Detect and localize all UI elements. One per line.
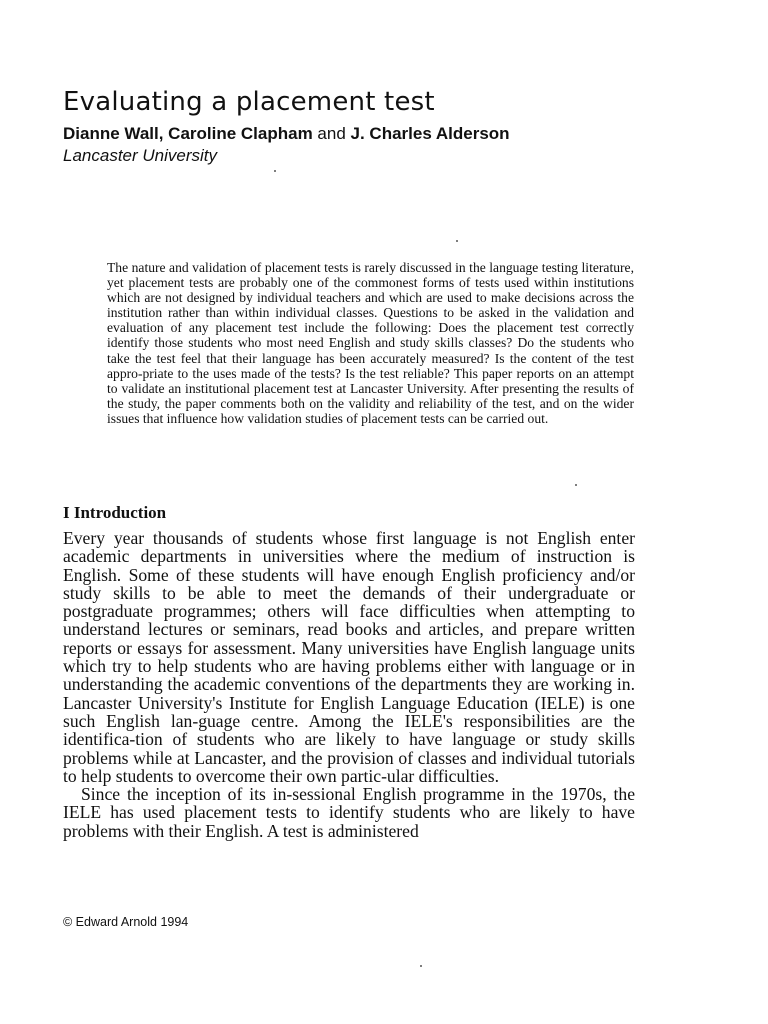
authors-first: Dianne Wall, Caroline Clapham (63, 124, 313, 143)
scan-speck (420, 965, 422, 967)
article-authors (63, 123, 510, 145)
authors-conjunction: and (312, 124, 351, 143)
article-title: Evaluating a placement test (63, 87, 435, 117)
scan-speck (575, 484, 577, 486)
copyright-notice: © Edward Arnold 1994 (63, 915, 189, 929)
introduction-paragraph-2: Since the inception of its in-sessional English programme in the 1970s, the IELE has used placement tests to identify students who are likely to have problems with their English. A test is administered (63, 784, 635, 841)
authors-last: J. Charles Alderson (350, 124, 510, 143)
scan-speck (274, 170, 276, 172)
author-affiliation: Lancaster University (63, 146, 218, 165)
abstract: The nature and validation of placement tests is rarely discussed in the language testing literature, yet placement tests are probably one of the commonest forms of tests used within institutions which are not designed by individual teachers and which are used to make decisions across the institution rather than within individual classes. Questions to be asked in the validation and evaluation of any placement test include the following: Does the placement test correctly identify those students who most need English and study skills classes? Do the students who take the test feel that their language has been accurately measured? Is the content of the test appro-priate to the uses made of the tests? Is the test reliable? This paper reports on an attempt to validate an institutional placement test at Lancaster University. After presenting the results of the study, the paper comments both on the validity and reliability of the test, and on the wider issues that influence how validation studies of placement tests can be carried out. (107, 260, 634, 426)
introduction-paragraph-1: Every year thousands of students whose first language is not English enter academic departments in universities where the medium of instruction is English. Some of these students will have enough English proficiency and/or study skills to be able to meet the demands of their undergraduate or postgraduate programmes; others will face difficulties when attempting to understand lectures or seminars, read books and articles, and prepare written reports or essays for assessment. Many universities have English language units which try to help students who are having problems either with language or in understanding the academic conventions of the departments they are working in. Lancaster University's Institute for English Language Education (IELE) is one such English lan-guage centre. Among the IELE's responsibilities are the identifica-tion of students who are likely to have language or study skills problems while at Lancaster, and the provision of classes and individual tutorials to help students to overcome their own partic-ular difficulties. (63, 528, 635, 786)
introduction-body (63, 529, 635, 840)
scan-speck (456, 240, 458, 242)
introduction-heading: I Introduction (63, 503, 167, 522)
